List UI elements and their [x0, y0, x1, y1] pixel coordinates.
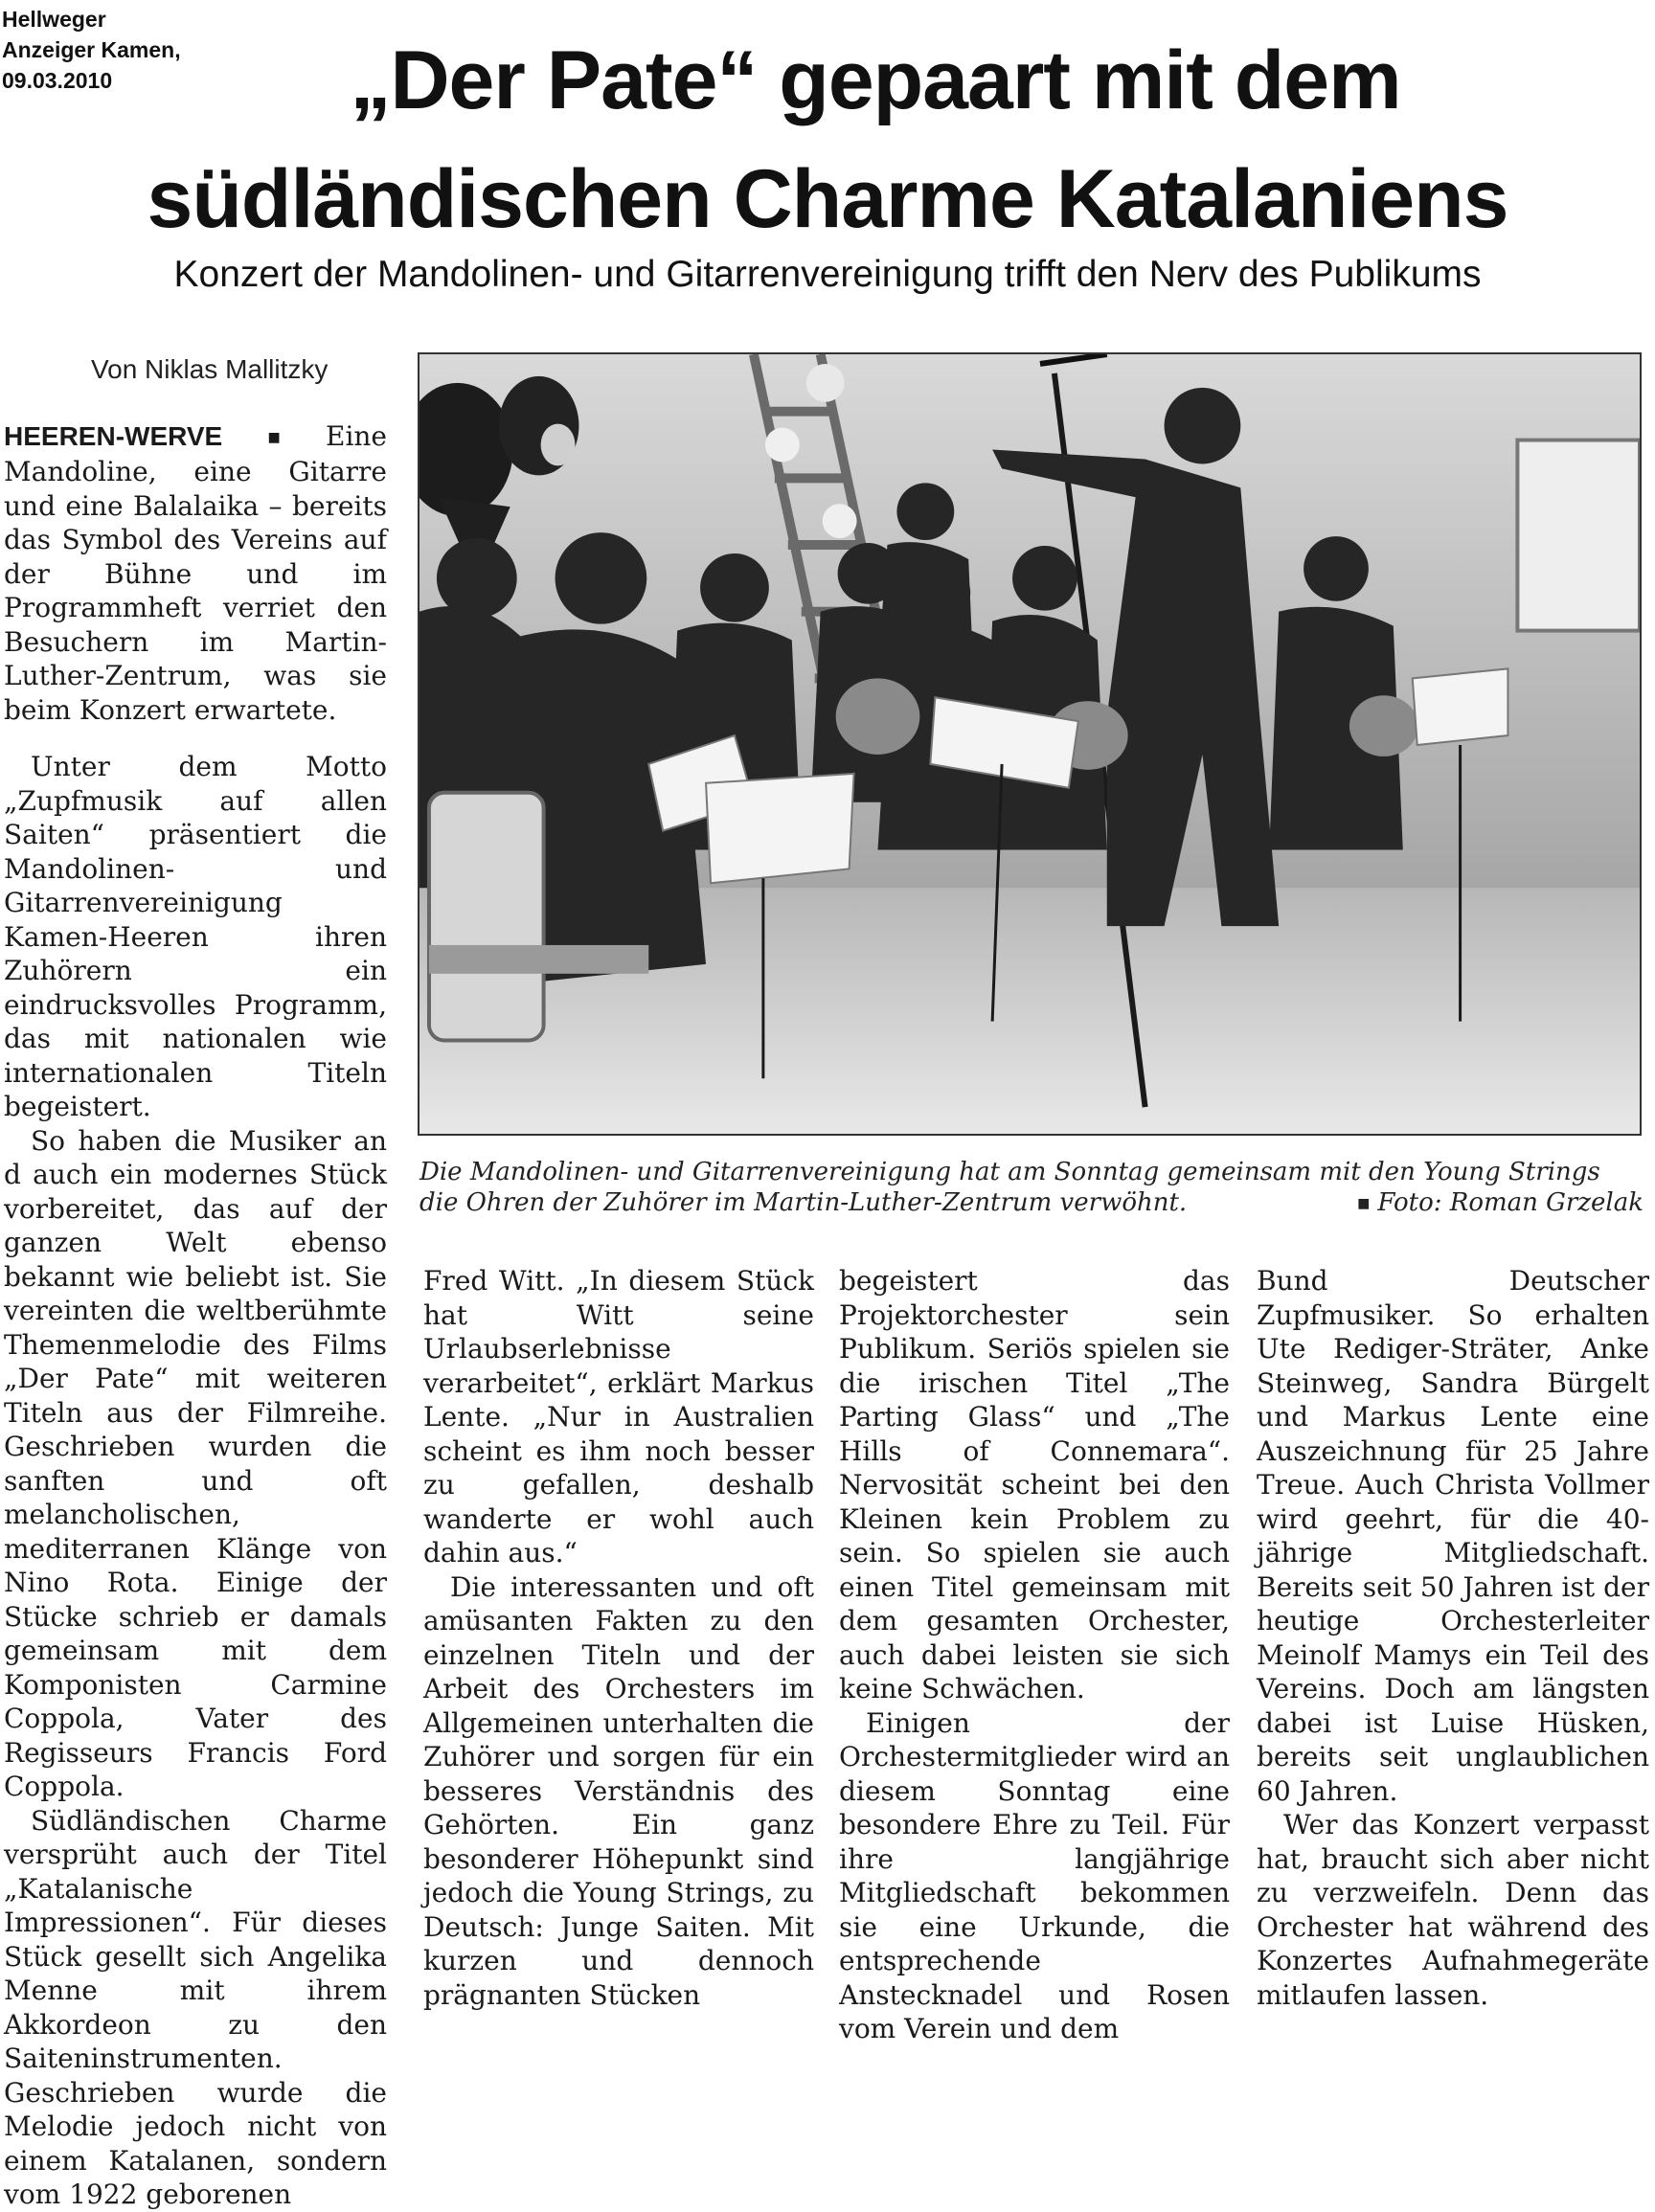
source-line: Hellweger — [2, 7, 106, 32]
headline-line-1: „Der Pate“ gepaart mit dem — [350, 34, 1401, 126]
headline — [0, 21, 1655, 259]
paragraph — [4, 419, 387, 727]
paragraph: Wer das Konzert verpasst hat, braucht sich aber nicht zu verzweifeln. Denn das Orchester hat während des Konzertes Aufnahmegeräte mitlaufen lassen. — [1257, 1809, 1649, 2011]
paragraph: So haben die Musiker an d auch ein modernes Stück vorbereitet, das auf der ganzen Welt ebenso bekannt wie beliebt ist. Sie vereinten die weltberühmte Themenmelodie des Films „Der Pate“ mit weiteren Titeln aus der Filmreihe. Geschrieben wurden die sanften und oft melancholischen, mediterranen Klänge von Nino Rota. Einige der Stücke schrieb er damals gemeinsam mit dem Komponisten Carmine Coppola, Vater des Regisseurs Francis Ford Coppola. — [4, 1124, 387, 1803]
bullet-square-icon: ■ — [228, 429, 320, 445]
paragraph: Bund Deutscher Zupfmusiker. So erhalten Ute Rediger-Sträter, Anke Steinweg, Sandra Bürgelt und Markus Lente eine Auszeichnung für 25 Jahre Treue. Auch Christa Vollmer wird geehrt, für die 40-jährige Mitgliedschaft. Bereits seit 50 Jahren ist der heutige Orchesterleiter Meinolf Mamys ein Teil des Vereins. Doch am längsten dabei ist Luise Hüsken, bereits seit unglaublichen 60 Jahren. — [1257, 1265, 1649, 1807]
article-column-4 — [1257, 1264, 1649, 2012]
bullet-square-icon: ■ — [1357, 1196, 1371, 1211]
concert-photo-illustration — [419, 354, 1640, 1134]
photo-caption — [419, 1157, 1644, 1219]
paragraph-text: Eine Mandoline, eine Gitarre und eine Balalaika – bereits das Symbol des Vereins auf der Bühne und im Programmheft verriet den Besuchern im Martin-Luther-Zentrum, was sie beim Konzert erwartete. — [4, 420, 387, 726]
byline: Von Niklas Mallitzky — [91, 354, 329, 384]
subheadline: Konzert der Mandolinen- und Gitarrenvereinigung trifft den Nerv des Publikums — [173, 254, 1482, 295]
paragraph: Einigen der Orchestermitglieder wird an diesem Sonntag eine besondere Ehre zu Teil. Für ihre langjährige Mitgliedschaft bekommen sie eine Urkunde, die entsprechende Anstecknadel und Rosen vom Verein und dem — [839, 1706, 1230, 2044]
paragraph: Fred Witt. „In diesem Stück hat Witt seine Urlaubserlebnisse verarbeitet“, erklärt Markus Lente. „Nur in Australien scheint es ihm noch besser zu gefallen, deshalb wanderte er wohl auch dahin aus.“ — [423, 1265, 814, 1569]
dateline: HEEREN-WERVE — [4, 421, 223, 451]
caption-text: Die Mandolinen- und Gitarrenvereinigung hat am Sonntag gemeinsam mit den Young Strings die Ohren der Zuhörer im Martin-Luther-Zentrum verwöhnt. — [419, 1158, 1600, 1217]
article-column-2 — [423, 1264, 814, 2012]
article-column-1 — [4, 419, 387, 2212]
photo-credit-text: Foto: Roman Grzelak — [1377, 1188, 1644, 1217]
paragraph: Südländischen Charme versprüht auch der Titel „Katalanische Impressionen“. Für dieses Stück gesellt sich Angelika Menne mit ihrem Akkordeon zu den Saiteninstrumenten. Geschrieben wurde die Melodie jedoch nicht von einem Katalanen, sondern vom 1922 geborenen — [4, 1804, 387, 2211]
paragraph: begeistert das Projektorchester sein Publikum. Seriös spielen sie die irischen Titel „The Parting Glass“ und „The Hills of Connemara“. Nervosität scheint bei den Kleinen kein Problem zu sein. So spielen sie auch einen Titel gemeinsam mit dem gesamten Orchester, auch dabei leisten sie sich keine Schwächen. — [839, 1265, 1230, 1704]
source-date: 09.03.2010 — [2, 68, 113, 93]
paragraph: Unter dem Motto „Zupfmusik auf allen Saiten“ präsentiert die Mandolinen- und Gitarrenvereinigung Kamen-Heeren ihren Zuhörern ein eindrucksvolles Programm, das mit nationalen wie internationalen Titeln begeistert. — [4, 751, 387, 1123]
headline-line-2: südländischen Charme Katalaniens — [147, 153, 1508, 245]
concert-photo — [418, 352, 1642, 1136]
source-line: Anzeiger Kamen, — [2, 37, 181, 62]
photo-credit — [1351, 1187, 1644, 1219]
article-column-3 — [839, 1264, 1230, 2046]
paragraph: Die interessanten und oft amüsanten Fakten zu den einzelnen Titeln und der Arbeit des Orchesters im Allgemeinen unterhalten die Zuhörer und sorgen für ein besseres Verständnis des Gehörten. Ein ganz besonderer Höhepunkt sind jedoch die Young Strings, zu Deutsch: Junge Saiten. Mit kurzen und dennoch prägnanten Stücken — [423, 1570, 814, 2011]
